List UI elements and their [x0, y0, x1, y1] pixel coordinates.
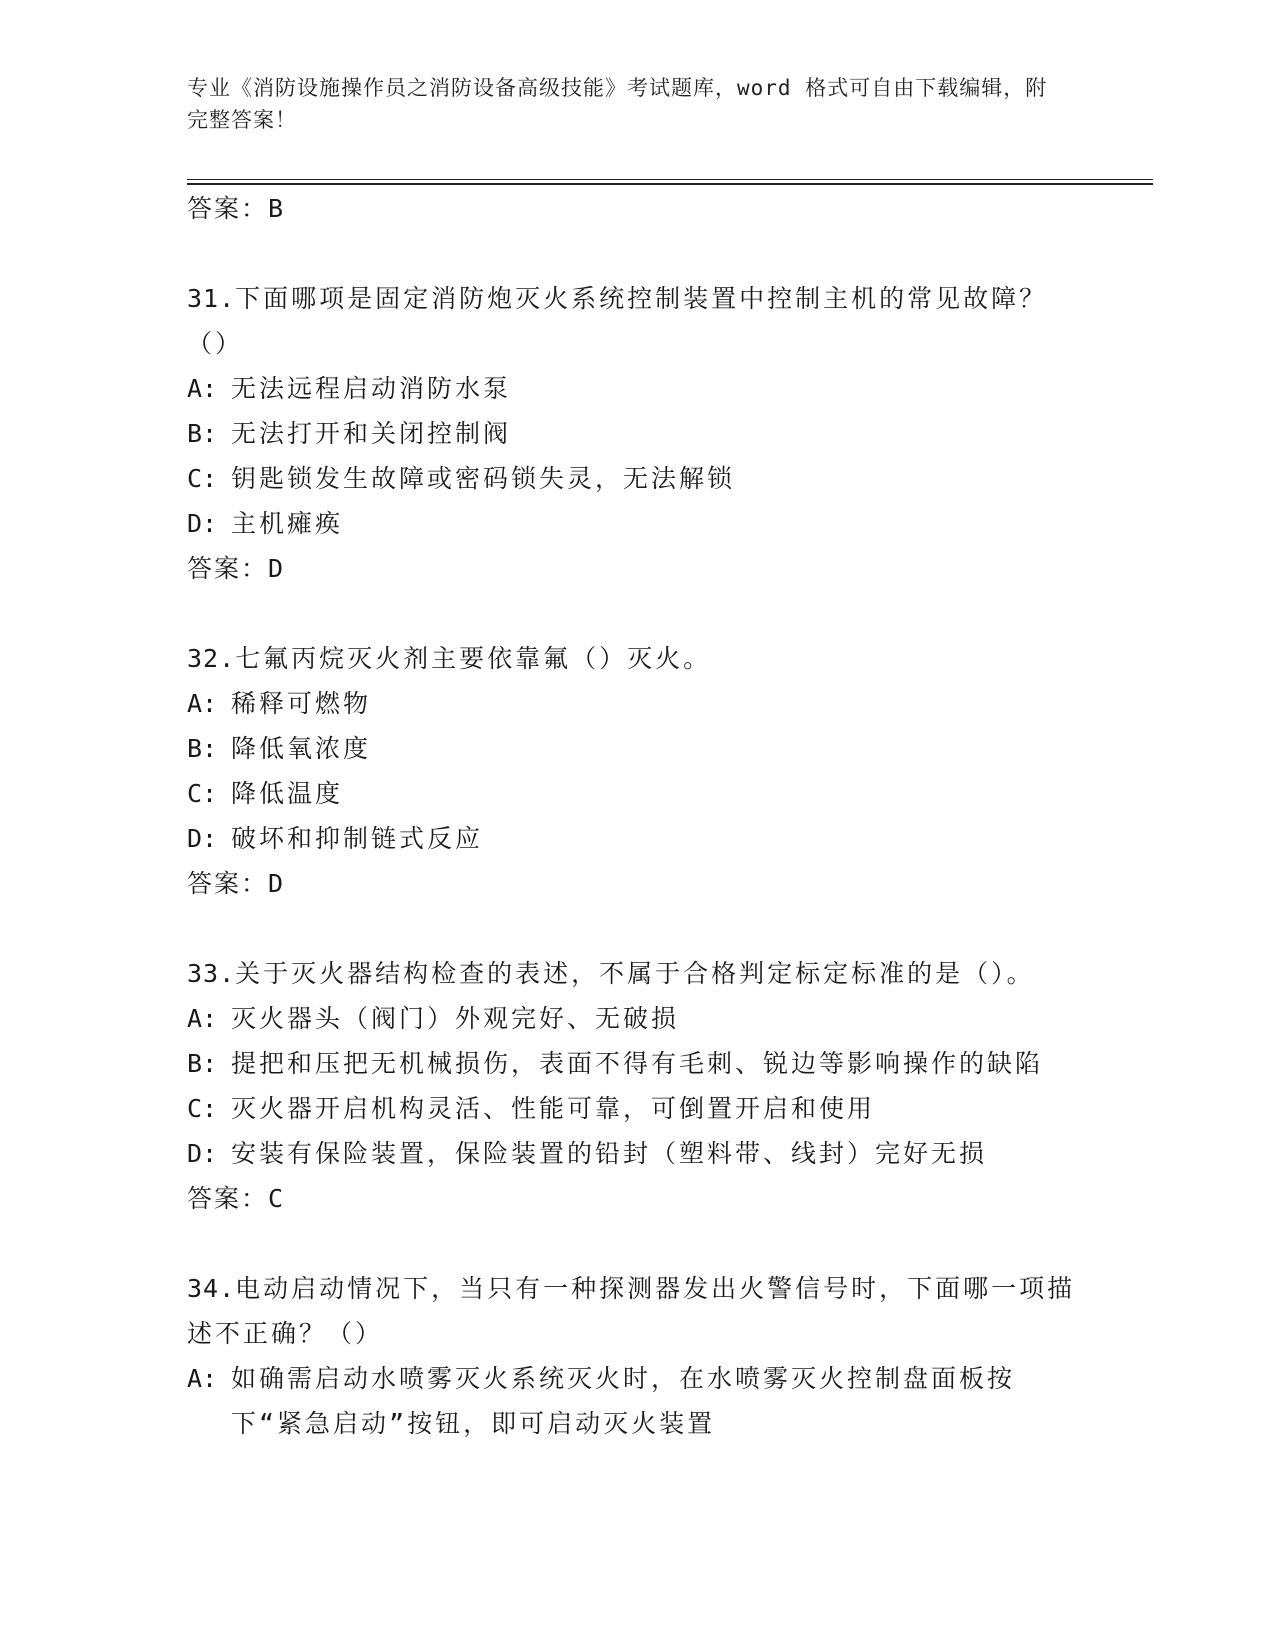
option-text: 主机瘫痪: [231, 509, 344, 538]
option-c: [187, 1086, 1087, 1131]
answer-line: [187, 186, 1087, 231]
question-stem: [187, 951, 1087, 996]
option-key: D:: [187, 824, 218, 853]
question-34: [187, 1266, 1087, 1446]
question-31: [187, 276, 1087, 591]
option-key: A:: [187, 1004, 218, 1033]
option-c: [187, 456, 1087, 501]
option-c: [187, 771, 1087, 816]
question-text: 电动启动情况下，当只有一种探测器发出火警信号时，下面哪一项描述不正确？（）: [187, 1274, 1076, 1348]
option-text: 提把和压把无机械损伤，表面不得有毛刺、锐边等影响操作的缺陷: [231, 1049, 1044, 1078]
option-a: [187, 996, 1087, 1041]
answer-value: C: [268, 1184, 286, 1213]
option-b: [187, 1041, 1087, 1086]
option-a: [187, 1356, 1087, 1446]
option-a: [187, 681, 1087, 726]
option-key: A:: [187, 1364, 218, 1393]
option-key: D:: [187, 509, 218, 538]
question-list: [187, 186, 1087, 1446]
option-key: B:: [187, 419, 218, 448]
document-header: [187, 72, 1067, 136]
option-text: 破坏和抑制链式反应: [231, 824, 484, 853]
option-d: [187, 501, 1087, 546]
option-key: C:: [187, 779, 218, 808]
question-number: 31.: [187, 284, 236, 313]
option-d: [187, 816, 1087, 861]
option-text: 无法远程启动消防水泵: [231, 374, 512, 403]
option-key: A:: [187, 689, 218, 718]
answer-line: [187, 861, 1087, 906]
option-key: C:: [187, 1094, 218, 1123]
option-a: [187, 366, 1087, 411]
option-text: 无法打开和关闭控制阀: [231, 419, 512, 448]
question-text: 关于灭火器结构检查的表述，不属于合格判定标定标准的是（）。: [235, 959, 1035, 988]
question-stem: [187, 636, 1087, 681]
option-d: [187, 1131, 1087, 1176]
answer-value: B: [268, 194, 286, 223]
answer-label: 答案：: [187, 554, 269, 583]
question-32: [187, 636, 1087, 906]
answer-value: D: [268, 554, 286, 583]
option-text: 钥匙锁发生故障或密码锁失灵，无法解锁: [231, 464, 736, 493]
option-text: 如确需启动水喷雾灭火系统灭火时，在水喷雾灭火控制盘面板按下“紧急启动”按钮，即可启动灭火装置: [231, 1364, 1016, 1438]
option-text: 降低温度: [231, 779, 344, 808]
answer-line: [187, 546, 1087, 591]
answer-label: 答案：: [187, 1184, 269, 1213]
option-text: 灭火器头（阀门）外观完好、无破损: [231, 1004, 680, 1033]
question-stem: [187, 276, 1087, 366]
question-number: 34.: [187, 1274, 236, 1303]
header-divider-thin: [187, 179, 1153, 180]
option-text: 安装有保险装置，保险装置的铅封（塑料带、线封）完好无损: [231, 1139, 988, 1168]
option-key: B:: [187, 1049, 218, 1078]
option-text: 降低氧浓度: [231, 734, 372, 763]
question-number: 33.: [187, 959, 236, 988]
answer-value: D: [268, 869, 286, 898]
option-key: A:: [187, 374, 218, 403]
header-intro-text: 专业《消防设施操作员之消防设备高级技能》考试题库，word 格式可自由下载编辑，附完整答案！: [187, 76, 1048, 132]
option-b: [187, 726, 1087, 771]
option-key: D:: [187, 1139, 218, 1168]
answer-label: 答案：: [187, 194, 269, 223]
answer-label: 答案：: [187, 869, 269, 898]
option-text: 稀释可燃物: [231, 689, 372, 718]
question-number: 32.: [187, 644, 236, 673]
question-33: [187, 951, 1087, 1221]
option-text: 灭火器开启机构灵活、性能可靠，可倒置开启和使用: [231, 1094, 876, 1123]
question-text: 下面哪项是固定消防炮灭火系统控制装置中控制主机的常见故障？（）: [187, 284, 1048, 358]
question-text: 七氟丙烷灭火剂主要依靠氟（）灭火。: [235, 644, 712, 673]
option-key: B:: [187, 734, 218, 763]
option-b: [187, 411, 1087, 456]
option-key: C:: [187, 464, 218, 493]
question-stem: [187, 1266, 1087, 1356]
header-divider-thick: [187, 183, 1153, 185]
answer-line: [187, 1176, 1087, 1221]
